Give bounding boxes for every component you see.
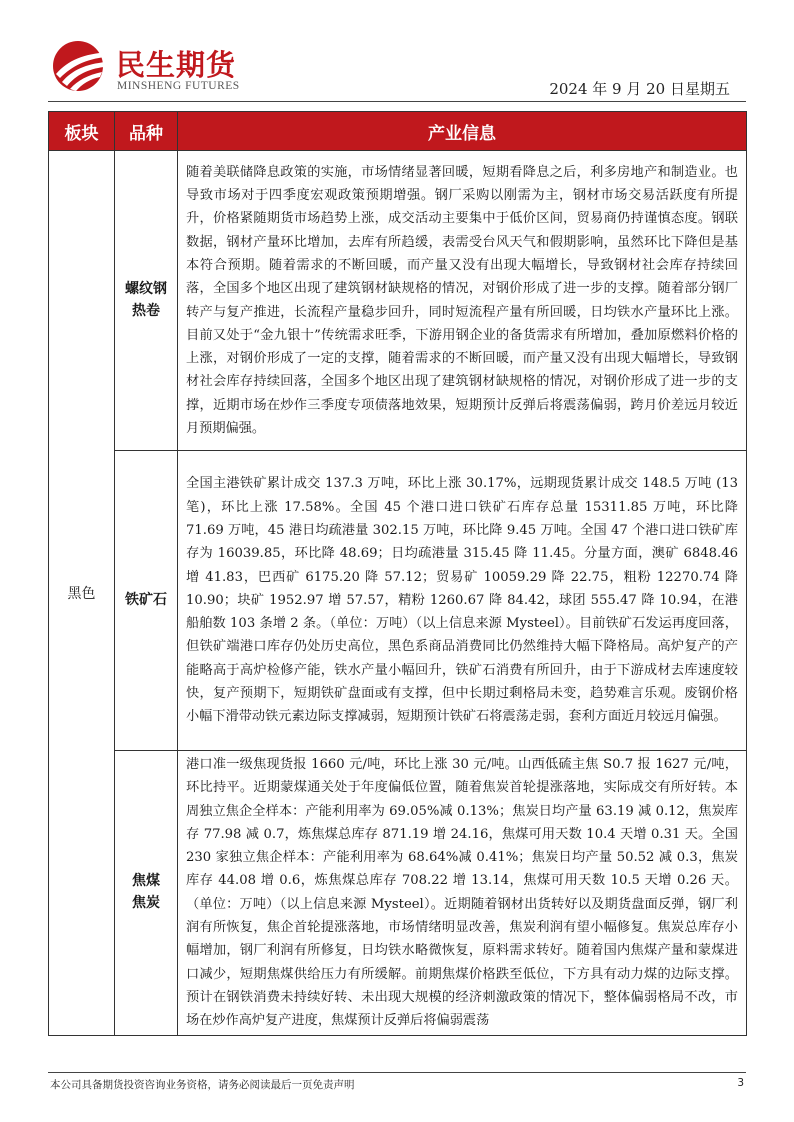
industry-info-text: 随着美联储降息政策的实施，市场情绪显著回暖，短期看降息之后，利多房地产和制造业。也导致市场对于四季度宏观政策预期增强。钢厂采购以刚需为主，钢材市场交易活跃度有所提升，价格紧随期货市场趋势上涨，成交活动主要集中于低价区间，贸易商仍持谨慎态度。钢联数据，钢材产量环比增加，去库有所趋缓，表需受台风天气和假期影响，虽然环比下降但是基本符合预期。随着需求的不断回暖，而产量又没有出现大幅增长，导致钢材社会库存持续回落，全国多个地区出现了建筑钢材缺规格的情况，对钢价形成了进一步的支撑。随着部分钢厂转产与复产推进，长流程产量稳步回升，同时短流程产量有所回暖，日均铁水产量环比上涨。目前又处于“金九银十”传统需求旺季，下游用钢企业的备货需求有所增加，叠加原燃料价格的上涨，对钢价形成了一定的支撑，随着需求的不断回暖，而产量又没有出现大幅增长，导致钢材社会库存持续回落，全国多个地区出现了建筑钢材缺规格的情况，对钢价形成了进一步的支撑，近期市场在炒作三季度专项债落地效果，短期预计反弹后将震荡偏弱，跨月价差远月较近月预期偏强。 xyxy=(186,164,738,436)
column-header-product: 品种 xyxy=(115,112,178,151)
product-name: 焦煤 焦炭 xyxy=(132,873,160,911)
table-row xyxy=(49,151,747,451)
column-header-sector: 板块 xyxy=(49,112,115,151)
industry-info-text: 港口准一级焦现货报 1660 元/吨，环比上涨 30 元/吨。山西低硫主焦 S0.7 报 1627 元/吨，环比持平。近期蒙煤通关处于年度偏低位置，随着焦炭首轮提涨落地，实际成交有所好转。本周独立焦企全样本：产能利用率为 69.05%减 0.13%；焦炭日均产量 63.19 减 0.12，焦炭库存 77.98 减 0.7，炼焦煤总库存 871.19 增 24.16，焦煤可用天数 10.4 天增 0.31 天。全国 230 家独立焦企样本：产能利用率为 68.64%减 0.41%；焦炭日均产量 50.52 减 0.3，焦炭库存 44.08 增 0.6，炼焦煤总库存 708.22 增 13.14，焦煤可用天数 10.5 天增 0.26 天。（单位：万吨）（以上信息来源 Mysteel）。近期随着钢材出货转好以及期货盘面反弹，钢厂利润有所恢复，焦企首轮提涨落地，市场情绪明显改善，焦炭利润有望小幅修复。焦炭总库存小幅增加，钢厂利润有所修复，日均铁水略微恢复，原料需求转好。随着国内焦煤产量和蒙煤进口减少，短期焦煤供给压力有所缓解。前期焦煤价格跌至低位，下方具有动力煤的边际支撑。预计在钢铁消费未持续好转、未出现大规模的经济刺激政策的情况下，整体偏弱格局不改，市场在炒作高炉复产进度，焦煤预计反弹后将偏弱震荡 xyxy=(186,757,738,1029)
product-cell-iron-ore xyxy=(115,451,178,751)
product-name: 螺纹钢 热卷 xyxy=(125,280,167,319)
industry-info-cell xyxy=(178,451,747,751)
footer-divider xyxy=(48,1072,746,1073)
table-header-row xyxy=(49,112,747,151)
page-header xyxy=(0,0,794,105)
header-divider xyxy=(48,101,746,102)
table-row xyxy=(49,451,747,751)
industry-info-table xyxy=(48,111,747,1036)
industry-info-cell xyxy=(178,151,747,451)
page-number: 3 xyxy=(737,1077,744,1089)
footer-disclaimer: 本公司具备期货投资咨询业务资格，请务必阅读最后一页免责声明 xyxy=(50,1079,355,1091)
industry-info-text: 全国主港铁矿累计成交 137.3 万吨，环比上涨 30.17%，远期现货累计成交 148.5 万吨 (13 笔)，环比上涨 17.58%。全国 45 个港口进口铁矿石库存总量 15311.85 万吨，环比降 71.69 万吨，45 港日均疏港量 302.15 万吨，环比降 9.45 万吨。全国 47 个港口进口铁矿库存为 16039.85，环比降 48.69；日均疏港量 315.45 降 11.45。分量方面，澳矿 6848.46 增 41.83，巴西矿 6175.20 降 57.12；贸易矿 10059.29 降 22.75，粗粉 12270.74 降 10.90；块矿 1952.97 增 57.57，精粉 1260.67 降 84.42，球团 555.47 降 10.94，在港船舶数 103 条增 2 条。（单位：万吨）（以上信息来源 Mysteel）。目前铁矿石发运再度回落，但铁矿端港口库存仍处历史高位，黑色系商品消费同比仍然维持大幅下降格局。高炉复产的产能略高于高炉检修产能，铁水产量小幅回升，铁矿石消费有所回升，由于下游成材去库速度较快，复产预期下，短期铁矿盘面或有支撑，但中长期过剩格局未变，趋势难言乐观。废钢价格小幅下滑带动铁元素边际支撑减弱，短期预计铁矿石将震荡走弱，套利方面近月较远月偏强。 xyxy=(186,476,738,725)
brand-name-english: MINSHENG FUTURES xyxy=(117,80,240,92)
sector-cell: 黑色 xyxy=(49,151,115,1036)
minsheng-logo-icon xyxy=(50,40,110,92)
product-name: 铁矿石 xyxy=(125,591,167,608)
brand-name: 民生期货 xyxy=(116,48,237,82)
report-date: 2024 年 9 月 20 日星期五 xyxy=(549,80,730,98)
product-cell-rebar xyxy=(115,151,178,451)
table-row xyxy=(49,751,747,1036)
column-header-industry-info: 产业信息 xyxy=(178,112,747,151)
industry-info-cell xyxy=(178,751,747,1036)
product-cell-coking-coal xyxy=(115,751,178,1036)
